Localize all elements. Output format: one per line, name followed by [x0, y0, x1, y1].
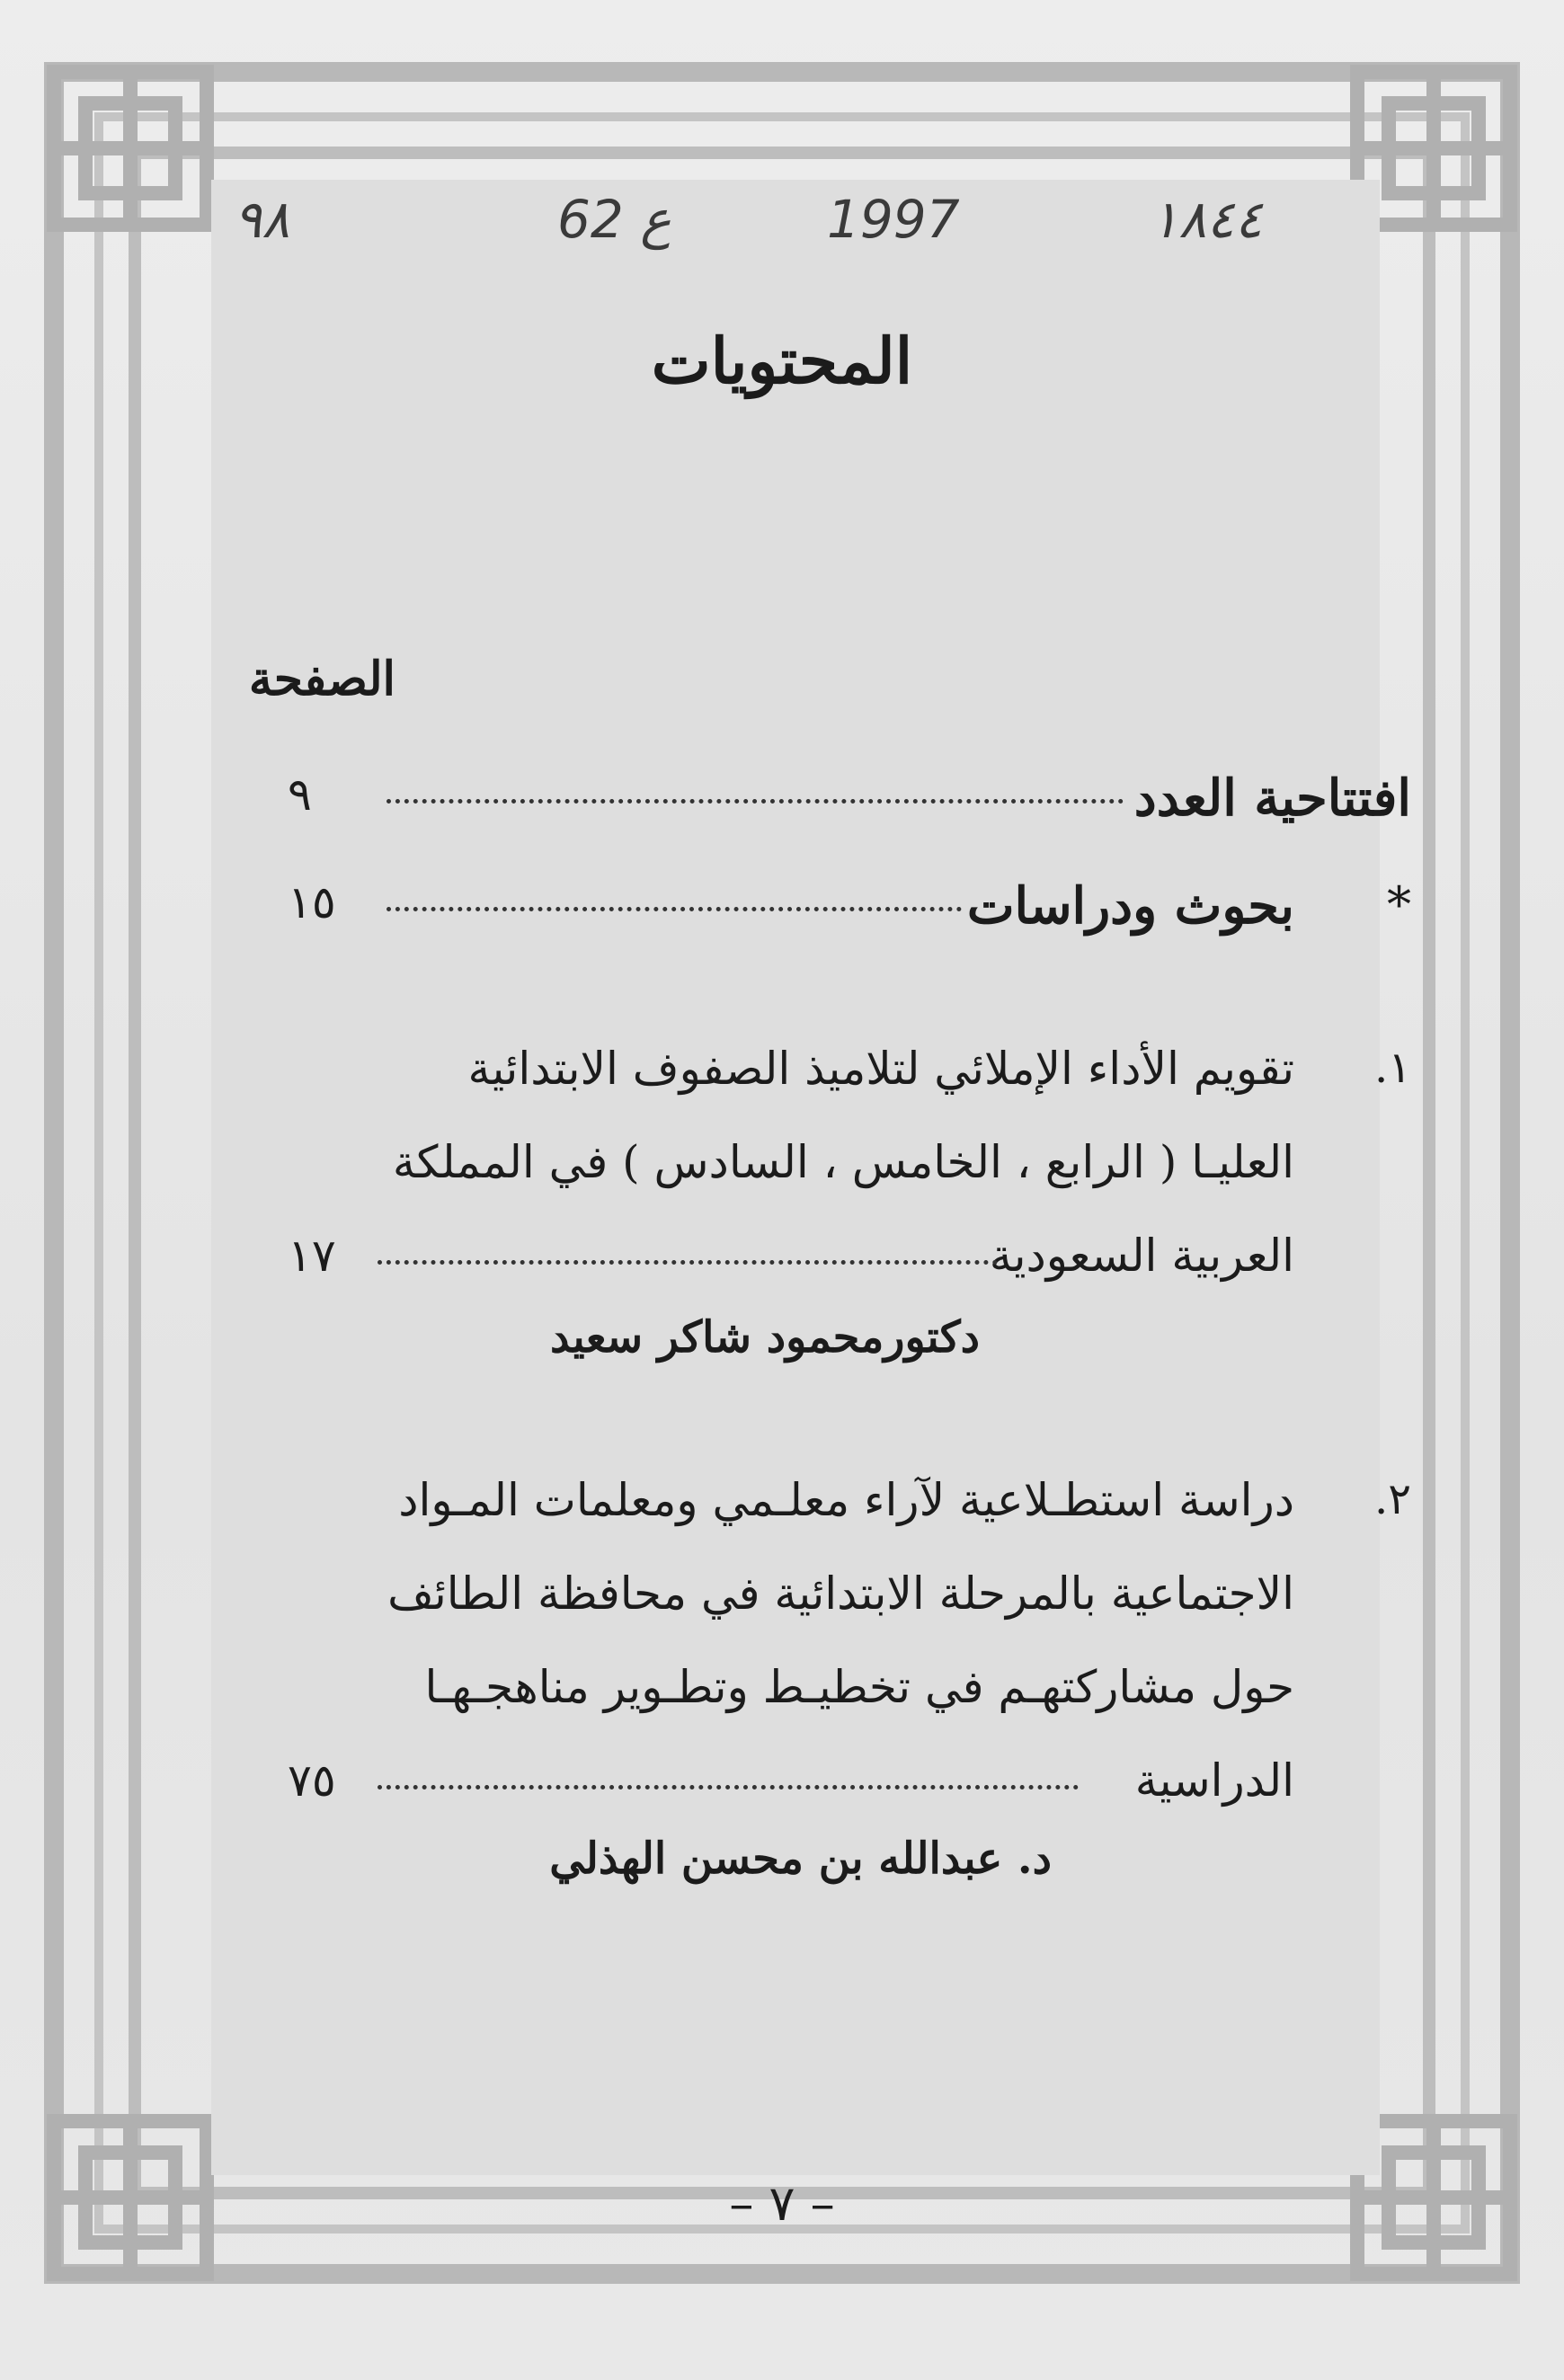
item-title-line: حول مشاركتهـم في تخطيـط وتطـوير مناهجـهـا	[424, 1661, 1294, 1713]
toc-entry-research	[270, 876, 1429, 975]
item-number: ٢.	[1373, 1474, 1411, 1524]
leader-dots	[387, 907, 962, 911]
toc-entry-title: افتتاحية العدد	[1133, 768, 1411, 828]
leader-dots	[378, 1260, 998, 1265]
toc-page-number: ١٧	[288, 1230, 336, 1282]
item-title-line: الاجتماعية بالمرحلة الابتدائية في محافظة الطائف	[387, 1567, 1294, 1620]
corner-ornament-top-left	[54, 72, 207, 225]
corner-ornament-top-right	[1357, 72, 1510, 225]
handwritten-note-4: ١٨٤٤	[1151, 189, 1263, 250]
leader-dots	[387, 799, 1124, 804]
item-title-line-last: العربية السعودية	[395, 1230, 1294, 1323]
toc-page-number: ٩	[288, 768, 312, 821]
page-column-label: الصفحة	[248, 652, 395, 706]
toc-entry-title: بحوث ودراسات	[966, 876, 1294, 936]
toc-item-2	[270, 1474, 1429, 1869]
toc-page-number: ٧٥	[288, 1754, 336, 1807]
item-author: دكتورمحمود شاكر سعيد	[550, 1312, 980, 1363]
toc-entry-editorial	[270, 768, 1429, 867]
item-title-line-last: الدراسية	[395, 1754, 1294, 1848]
asterisk-marker: *	[1387, 876, 1411, 933]
item-title-line: تقويم الأداء الإملائي لتلاميذ الصفوف الابتدائية	[467, 1043, 1294, 1095]
handwritten-note-2: 62 ع	[557, 189, 671, 250]
item-author: د. عبدالله بن محسن الهذلي	[549, 1834, 1052, 1884]
handwritten-note-3: 1997	[827, 189, 960, 250]
item-title	[387, 1474, 1294, 1848]
toc-page-number: ١٥	[288, 876, 336, 928]
leader-dots	[378, 1785, 1079, 1789]
item-title-line: العليـا ( الرابع ، الخامس ، السادس ) في المملكة	[392, 1136, 1294, 1188]
item-title	[392, 1043, 1294, 1323]
item-title-line: دراسة استطـلاعية لآراء معلـمي ومعلمات المـواد	[398, 1474, 1294, 1526]
handwritten-note-1: ٩٨	[234, 189, 290, 250]
page-number-footer: – ٧ –	[729, 2175, 835, 2232]
item-number: ١.	[1373, 1043, 1411, 1093]
page-title: المحتويات	[651, 324, 913, 398]
